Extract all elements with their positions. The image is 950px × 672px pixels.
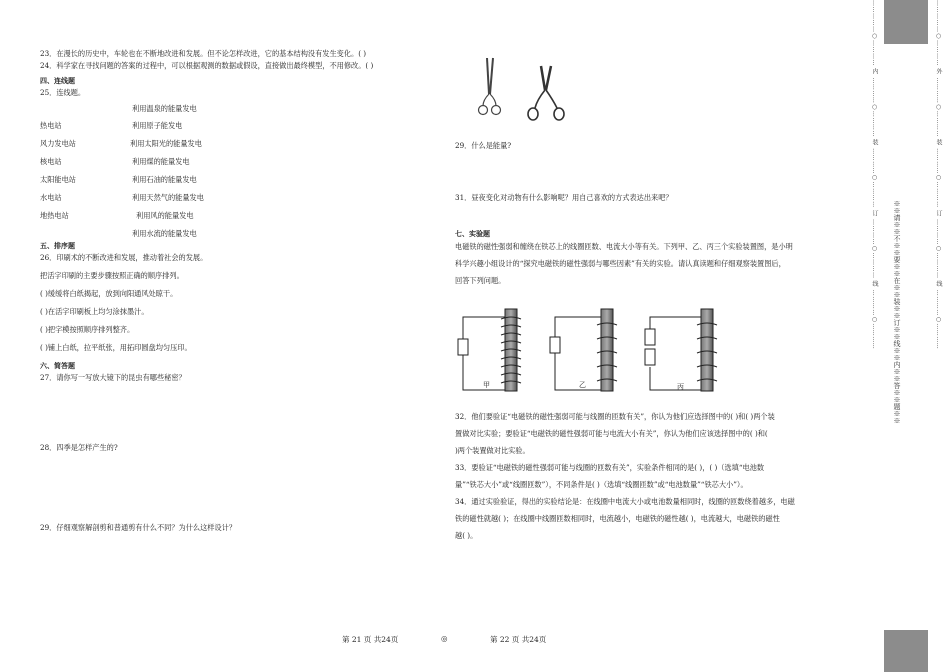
match-left-item: 水电站 — [40, 193, 62, 202]
question-31: 31．昼夜变化对动物有什么影响呢？用自己喜欢的方式表达出来吧？ — [455, 193, 673, 202]
question-33: 量”“铁芯大小”或“线圈匝数”），不同条件是( )（选填“线圈匝数”或“电池数量”“铁芯大小”）。 — [455, 480, 748, 489]
match-left-item: 风力发电站 — [40, 139, 76, 148]
match-right-item: 利用煤的能量发电 — [132, 157, 190, 166]
experiment-intro: 科学兴趣小组设计的“探究电磁铁的磁性强弱与哪些因素”有关的实验。请认真读题和仔细观察装置图后， — [455, 259, 786, 268]
question-32: 置做对比实验；要验证“电磁铁的磁性强弱可能与电流大小有关”，你认为他们应该选择图中的( )和( — [455, 429, 768, 438]
match-left-item: 热电站 — [40, 121, 62, 130]
left-column — [40, 48, 440, 534]
sort-step: ( )铺上白纸，拉平纸张，用拓印圆盘均匀压印。 — [40, 343, 192, 352]
question-25: 25．连线题。 — [40, 88, 86, 97]
match-right-item: 利用石油的能量发电 — [132, 175, 197, 184]
match-right-item: 利用天然气的能量发电 — [132, 193, 204, 202]
label-yi: 乙 — [579, 381, 586, 389]
experiment-intro: 电磁铁的磁性强弱和缠绕在铁芯上的线圈匝数、电流大小等有关。下列甲、乙、丙三个实验装置图，是小明 — [455, 242, 793, 251]
match-right-item: 利用水流的能量发电 — [132, 229, 197, 238]
gray-bar-bottom — [884, 630, 928, 672]
inner-binding-marks: ……………○………… 内 …………○………… 装 …………○………… 订 …………○………… 线 …………○………… — [871, 0, 878, 350]
right-column — [455, 140, 855, 289]
section-7-heading: 七、实验题 — [455, 230, 490, 238]
match-right-item: 利用温泉的能量发电 — [132, 104, 197, 113]
outer-binding-marks: ……………○………… 外 …………○………… 装 …………○………… 订 …………○………… 线 …………○………… — [935, 0, 942, 350]
page-number-left: 第 21 页 共24页 — [342, 635, 399, 644]
scissors-illustration — [475, 56, 565, 126]
question-26-instruction: 把活字印刷的主要步骤按照正确的顺序排列。 — [40, 271, 184, 280]
page-number-right: 第 22 页 共24页 — [490, 635, 547, 644]
question-34: 34．通过实验验证，得出的实验结论是：在线圈中电流大小或电池数量相同时，线圈的匝数绕着越多，电磁 — [455, 497, 795, 506]
sort-step: ( )把字模按照顺序排列整齐。 — [40, 325, 135, 334]
matching-exercise — [40, 103, 440, 238]
experiment-questions — [455, 408, 855, 544]
match-left-item: 核电站 — [40, 157, 62, 166]
gray-bar-top — [884, 0, 928, 44]
question-26: 26．印刷术的不断改进和发展，推动着社会的发展。 — [40, 253, 208, 262]
sort-step: ( )缓缓将白纸揭起，放到向阳通风处晾干。 — [40, 289, 178, 298]
electromagnet-diagrams — [455, 305, 730, 395]
question-32: 32．他们要验证“电磁铁的磁性强弱可能与线圈的匝数有关”，你认为他们应选择图中的( )和( )两个装 — [455, 412, 775, 421]
setup-jia — [458, 309, 521, 391]
question-28: 28．四季是怎样产生的? — [40, 443, 118, 452]
question-33: 33．要验证“电磁铁的磁性强弱可能与线圈的匝数有关”，实验条件相同的是( )，( )（选填“电池数 — [455, 463, 765, 472]
question-27: 27．请你写一写放大镜下的昆虫有哪些秘密？ — [40, 373, 186, 382]
footer-symbol: ◎ — [441, 634, 448, 643]
sort-step: ( )在活字印刷板上均匀涂抹墨汁。 — [40, 307, 149, 316]
section-5-heading: 五、排序题 — [40, 242, 75, 250]
question-34: 铁的磁性就越( )；在线圈中线圈匝数相同时，电流越小，电磁铁的磁性越( )，电流越大，电磁铁的磁性 — [455, 514, 780, 523]
label-bing: 丙 — [677, 383, 684, 391]
no-answer-notice: ※※请※※不※※要※※在※※装※※订※※线※※内※※答※※题※※ — [893, 200, 901, 424]
experiment-intro: 回答下列问题。 — [455, 276, 506, 285]
setup-yi — [550, 309, 617, 391]
question-29-energy: 29．什么是能量? — [455, 141, 512, 150]
match-right-item: 利用太阳光的能量发电 — [130, 139, 202, 148]
section-4-heading: 四、连线题 — [40, 77, 75, 85]
question-32: )两个装置做对比实验。 — [455, 446, 530, 455]
question-24: 24．科学家在寻找问题的答案的过程中，可以根据观测的数据或假设，直接做出最终模型，不用修改。( ) — [40, 61, 374, 70]
ordinary-scissors-icon — [528, 66, 564, 120]
setup-bing — [645, 309, 717, 391]
question-29: 29．仔细观察解剖剪和普通剪有什么不同？为什么这样设计？ — [40, 523, 237, 532]
label-jia: 甲 — [483, 381, 490, 389]
match-right-item: 利用原子能发电 — [132, 121, 183, 130]
match-left-item: 太阳能电站 — [40, 175, 76, 184]
question-23: 23．在漫长的历史中，车轮也在不断地改进和发展。但不论怎样改进，它的基本结构没有发生变化。( ) — [40, 49, 367, 58]
match-right-item: 利用风的能量发电 — [136, 211, 194, 220]
section-6-heading: 六、简答题 — [40, 362, 75, 370]
match-left-item: 地热电站 — [40, 211, 69, 220]
question-34: 越( )。 — [455, 531, 478, 540]
dissecting-scissors-icon — [479, 58, 501, 115]
binding-margin — [862, 0, 950, 672]
